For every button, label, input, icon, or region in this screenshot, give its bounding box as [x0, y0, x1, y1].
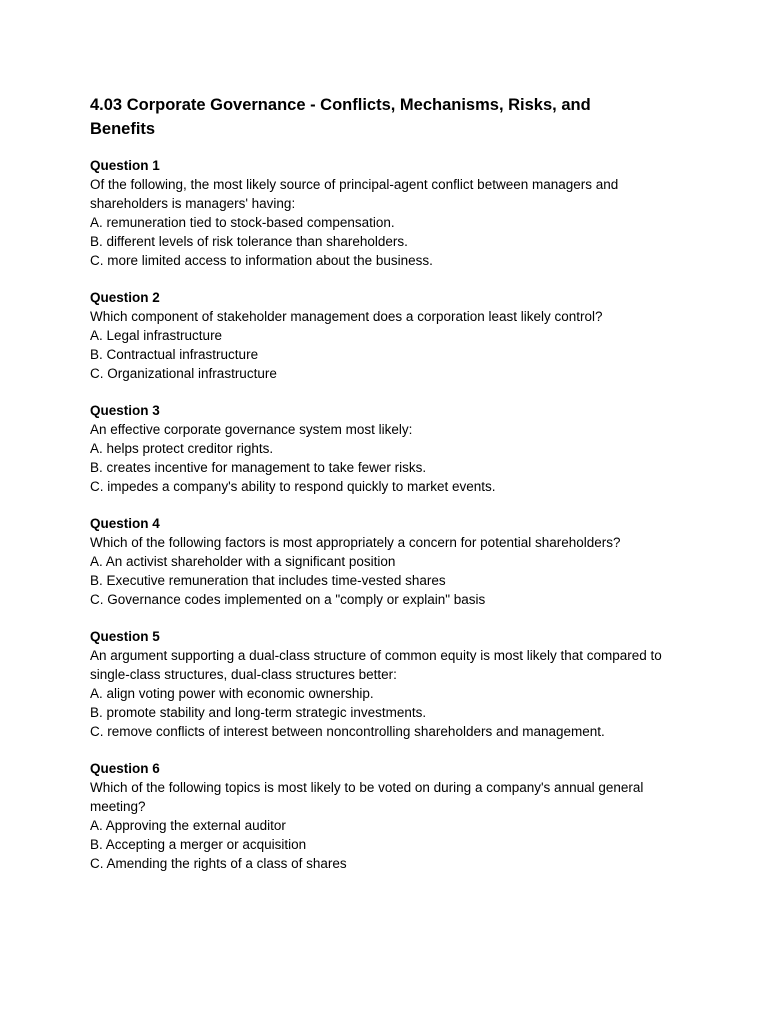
- answer-option-c: C. remove conflicts of interest between noncontrolling shareholders and management.: [90, 724, 605, 739]
- question-stem: An argument supporting a dual-class structure of common equity is most likely that compared to single-class structures, dual-class structures better:: [90, 648, 662, 682]
- question-heading: Question 1: [90, 158, 160, 173]
- question-1: [90, 156, 708, 270]
- question-stem: Of the following, the most likely source of principal-agent conflict between managers and shareholders is managers' having:: [90, 177, 619, 211]
- answer-option-c: C. more limited access to information about the business.: [90, 253, 433, 268]
- answer-option-a: A. Legal infrastructure: [90, 328, 223, 343]
- question-3: [90, 401, 708, 496]
- answer-option-b: B. Accepting a merger or acquisition: [90, 837, 307, 852]
- answer-option-a: A. helps protect creditor rights.: [90, 441, 274, 456]
- answer-option-b: B. promote stability and long-term strategic investments.: [90, 705, 427, 720]
- question-stem: Which of the following topics is most likely to be voted on during a company's annual general meeting?: [90, 780, 644, 814]
- answer-option-b: B. creates incentive for management to take fewer risks.: [90, 460, 427, 475]
- answer-option-b: B. different levels of risk tolerance than shareholders.: [90, 234, 408, 249]
- question-heading: Question 5: [90, 629, 160, 644]
- answer-option-b: B. Executive remuneration that includes time-vested shares: [90, 573, 446, 588]
- question-5: [90, 627, 708, 741]
- question-heading: Question 2: [90, 290, 160, 305]
- question-heading: Question 6: [90, 761, 160, 776]
- answer-option-c: C. impedes a company's ability to respond quickly to market events.: [90, 479, 496, 494]
- answer-option-c: C. Governance codes implemented on a "comply or explain" basis: [90, 592, 486, 607]
- question-heading: Question 4: [90, 516, 160, 531]
- question-4: [90, 514, 708, 609]
- question-stem: Which of the following factors is most appropriately a concern for potential shareholders?: [90, 535, 621, 550]
- question-stem: An effective corporate governance system most likely:: [90, 422, 413, 437]
- question-stem: Which component of stakeholder management does a corporation least likely control?: [90, 309, 603, 324]
- answer-option-a: A. Approving the external auditor: [90, 818, 286, 833]
- answer-option-a: A. remuneration tied to stock-based compensation.: [90, 215, 395, 230]
- answer-option-c: C. Organizational infrastructure: [90, 366, 277, 381]
- answer-option-b: B. Contractual infrastructure: [90, 347, 259, 362]
- question-heading: Question 3: [90, 403, 160, 418]
- answer-option-a: A. An activist shareholder with a significant position: [90, 554, 396, 569]
- question-6: [90, 759, 708, 873]
- answer-option-c: C. Amending the rights of a class of shares: [90, 856, 347, 871]
- answer-option-a: A. align voting power with economic ownership.: [90, 686, 374, 701]
- question-2: [90, 288, 708, 383]
- document-title: 4.03 Corporate Governance - Conflicts, Mechanisms, Risks, and Benefits: [90, 96, 591, 138]
